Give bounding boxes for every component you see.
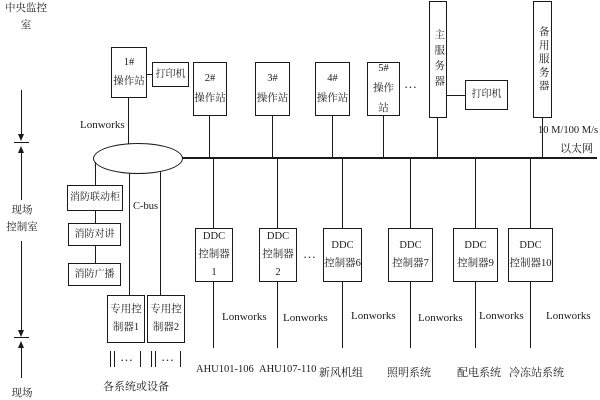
station-label: 操作站 [113,75,145,87]
special-controller-line1: 专用控 [110,304,142,316]
ddc-line1: DDC [266,231,290,243]
more-ddc-ellipsis: … [303,246,317,261]
printer-box [465,80,508,110]
ddc-controller-1-box [195,228,233,282]
device-line-mark [140,351,141,367]
ddc-line2: 控制器2 [262,249,294,278]
connector-line [272,116,273,158]
station-number: 3# [267,73,278,85]
zone-dimension-line [21,90,22,134]
connector-line [95,246,96,263]
station-label: 操作站 [256,93,289,104]
special-controller-line2: 制器2 [152,322,180,333]
device-marks-ellipsis: … [120,349,134,364]
ddc-controller-6-box [323,228,362,282]
ddc-line1: DDC [464,240,487,252]
connector-line [475,282,476,348]
special-controller-1-box [107,295,145,343]
connector-line [410,282,411,348]
connector-line [437,118,438,158]
connector-line [447,95,465,96]
device-line-mark [155,351,156,367]
ddc-controller-7-box [388,228,433,282]
zone-boundary-tick [14,142,29,143]
lonworks-label: Lonworks [546,310,591,322]
ddc-line1: DDC [202,231,226,243]
zone-label-line2: 控制室 [6,222,38,234]
ethernet-label: 以太网 [560,143,593,155]
fire-linkage-label: 消防联动柜 [70,192,120,203]
zone-dimension-line [21,348,22,378]
connector-line [160,171,161,295]
operator-station-5-box [367,62,400,116]
station-number: 2# [204,73,216,85]
printer-label: 打印机 [471,89,502,100]
station-label: 操作站 [373,83,394,114]
zone-label-line1: 现场 [11,205,33,216]
connector-line [342,159,343,228]
connector-line [332,116,333,158]
printer-label: 打印机 [155,68,186,80]
connector-line [128,98,129,144]
ddc-controller-2-box [259,228,297,282]
operator-station-1-box [111,47,147,98]
operator-station-4-box [315,62,350,116]
lonworks-label: Lonworks [418,312,463,324]
zone-boundary-tick [14,337,29,338]
fire-broadcast-box [68,263,121,286]
connector-line [410,159,411,228]
zone-dimension-line [21,241,22,330]
ethernet-speed-label: 10 M/100 M/s [538,125,599,136]
special-controller-line1: 专用控 [150,304,182,316]
zone-label-field-control-room [0,202,44,237]
main-server-label: 主服务器 [433,28,445,91]
connector-line [277,282,278,348]
zone-label-field: 现场 [11,388,33,399]
ddc-controller-10-box [508,228,553,282]
device-line-mark [151,351,152,367]
more-stations-ellipsis: … [404,76,418,91]
network-hub-ellipse [93,143,183,174]
station-number: 4# [327,73,338,85]
lonworks-label: Lonworks [222,311,267,323]
connector-line [95,211,96,223]
main-server-box [429,1,447,118]
backup-server-box [533,1,552,118]
device-line-mark [114,351,115,367]
ddc-line1: DDC [331,240,354,252]
ethernet-bus-line [182,157,597,159]
connector-line [530,159,531,228]
system-label-ahu101-106: AHU101-106 [196,364,254,375]
device-line-mark [110,351,111,367]
lonworks-label: Lonworks [283,312,328,324]
station-label: 操作站 [194,93,226,104]
device-marks-ellipsis: … [161,349,175,364]
lonworks-label: Lonworks [80,119,125,131]
dimension-arrow-down-icon [18,330,24,337]
lonworks-label: Lonworks [479,310,524,322]
cbus-label: C-bus [133,201,159,212]
dimension-arrow-up-icon [18,146,24,153]
ddc-line2: 控制器9 [457,258,494,269]
fire-intercom-label: 消防对讲 [74,228,115,240]
system-label-power-distribution: 配电系统 [457,367,501,379]
zone-label-central-monitoring: 中央监控室 [5,3,47,32]
connector-line [530,282,531,348]
special-controller-line2: 制器1 [112,322,140,333]
devices-label: 各系统或设备 [103,381,169,393]
station-number: 1# [123,56,135,68]
connector-line [542,118,543,158]
system-label-lighting: 照明系统 [387,367,431,379]
ddc-line2: 控制器1 [198,249,230,278]
connector-line [277,159,278,228]
ddc-line2: 控制器10 [509,258,552,269]
operator-station-3-box [255,62,290,116]
lonworks-label: Lonworks [351,310,396,322]
printer-box [152,62,189,87]
zone-dimension-line [21,153,22,200]
fire-broadcast-label: 消防广播 [74,268,115,280]
ddc-line2: 控制器6 [324,258,361,269]
system-label-ahu107-110: AHU107-110 [259,364,317,375]
system-label-chiller-station: 冷冻站系统 [509,367,564,379]
connector-line [475,159,476,228]
backup-server-label: 备用服务器 [537,25,549,94]
station-number: 5# [378,63,389,75]
fire-linkage-cabinet-box [67,185,123,211]
cbus-line [129,173,130,295]
connector-line [213,159,214,228]
connector-line [342,282,343,348]
connector-line [383,116,384,158]
special-controller-2-box [147,295,185,343]
system-label-fresh-air-unit: 新风机组 [319,367,363,379]
dimension-arrow-down-icon [18,134,24,141]
fire-intercom-box [68,223,121,246]
operator-station-2-box [193,62,227,116]
ddc-line1: DDC [519,240,542,252]
ddc-controller-9-box [453,228,498,282]
ddc-line1: DDC [399,240,422,252]
connector-line [209,116,210,158]
connector-line [213,282,214,348]
device-line-mark [180,351,181,367]
station-label: 操作站 [316,93,349,104]
dimension-arrow-up-icon [18,341,24,348]
ddc-line2: 控制器7 [392,258,429,269]
connector-line [95,162,96,185]
